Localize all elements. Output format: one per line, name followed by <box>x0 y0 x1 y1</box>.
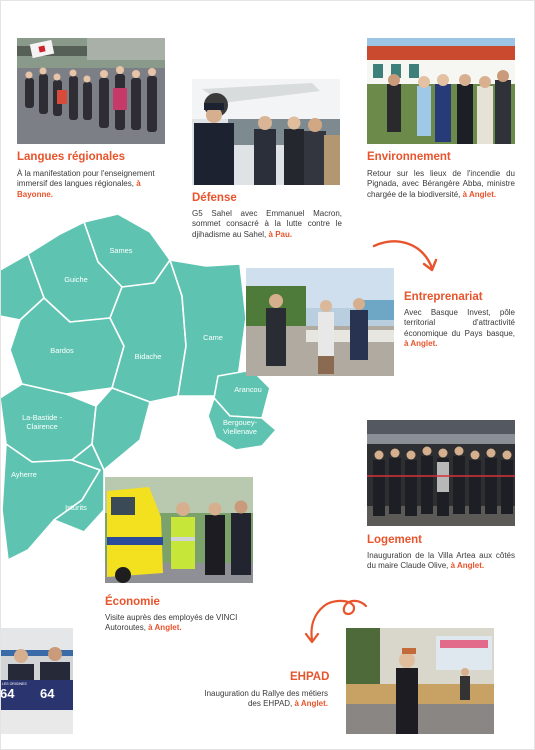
caption-langues-place: à Bayonne. <box>17 179 141 199</box>
heading-ehpad: EHPAD <box>290 671 330 683</box>
photo-economie <box>105 477 253 583</box>
map-label-bergouey: Bergouey- Viellenave <box>222 418 258 436</box>
caption-entreprenariat-place: à Anglet. <box>404 339 438 349</box>
jersey-number-right: 64 <box>40 686 55 701</box>
heading-langues-regionales: Langues régionales <box>17 151 126 163</box>
map-label-bidache: Bidache <box>134 352 162 361</box>
caption-ehpad-text: Inauguration du Rallye des métiers des EHPAD, <box>204 689 328 709</box>
caption-entreprenariat <box>404 308 515 350</box>
map-label-guiche: Guiche <box>64 275 88 284</box>
caption-defense-place: à Pau. <box>268 229 293 239</box>
caption-environnement-place: à Anglet. <box>462 189 497 199</box>
heading-environnement: Environnement <box>367 151 451 163</box>
caption-langues-text: À la manifestation pour l'enseignement immersif des langues régionales, <box>17 169 155 189</box>
caption-economie-text: Visite auprès des employés de VINCI Autoroutes, <box>105 613 238 633</box>
heading-logement: Logement <box>367 534 422 546</box>
photo-langues-regionales <box>17 38 165 144</box>
caption-entreprenariat-text: Avec Basque Invest, pôle territorial d'attractivité économique du Pays basque, <box>404 308 515 338</box>
jersey-text: LES ORIGINES <box>2 682 27 686</box>
photo-jerseys <box>0 628 73 734</box>
caption-ehpad-place: à Anglet. <box>294 699 328 709</box>
photo-ehpad <box>346 628 494 734</box>
map-commune-lower <box>92 388 150 470</box>
heading-economie: Économie <box>105 596 160 608</box>
photo-entreprenariat <box>246 268 394 376</box>
caption-ehpad <box>198 689 328 710</box>
heading-defense: Défense <box>192 192 237 204</box>
map-label-arancou: Arancou <box>234 385 262 394</box>
photo-defense <box>192 79 340 185</box>
photo-environnement <box>367 38 515 144</box>
jersey-number-left: 64 <box>0 686 15 701</box>
caption-logement-place: à Anglet. <box>450 561 485 571</box>
map-label-sames: Sames <box>109 246 133 255</box>
caption-defense-text: G5 Sahel avec Emmanuel Macron, sommet consacré à la lutte contre le djihadisme au Sahel, <box>192 209 342 239</box>
heading-entreprenariat: Entreprenariat <box>404 291 483 303</box>
map-label-labastide: La-Bastide - Clairence <box>22 413 62 431</box>
caption-logement-text: Inauguration de la Villa Artea aux côtés du maire Claude Olive, <box>367 551 515 571</box>
caption-defense <box>192 209 342 240</box>
caption-logement <box>367 551 515 572</box>
map-label-came: Came <box>203 333 223 342</box>
caption-langues-regionales <box>17 169 175 200</box>
map-label-ayherre: Ayherre <box>11 470 37 479</box>
caption-economie <box>105 613 265 634</box>
caption-economie-place: à Anglet. <box>148 623 182 633</box>
caption-environnement <box>367 169 515 200</box>
map-label-isturits: Isturits <box>65 503 87 512</box>
map-label-bardos: Bardos <box>50 346 74 355</box>
photo-logement <box>367 420 515 526</box>
caption-environnement-text: Retour sur les lieux de l'incendie du Pignada, avec Bérangère Abba, ministre chargée de la biodiversité, <box>367 169 515 199</box>
